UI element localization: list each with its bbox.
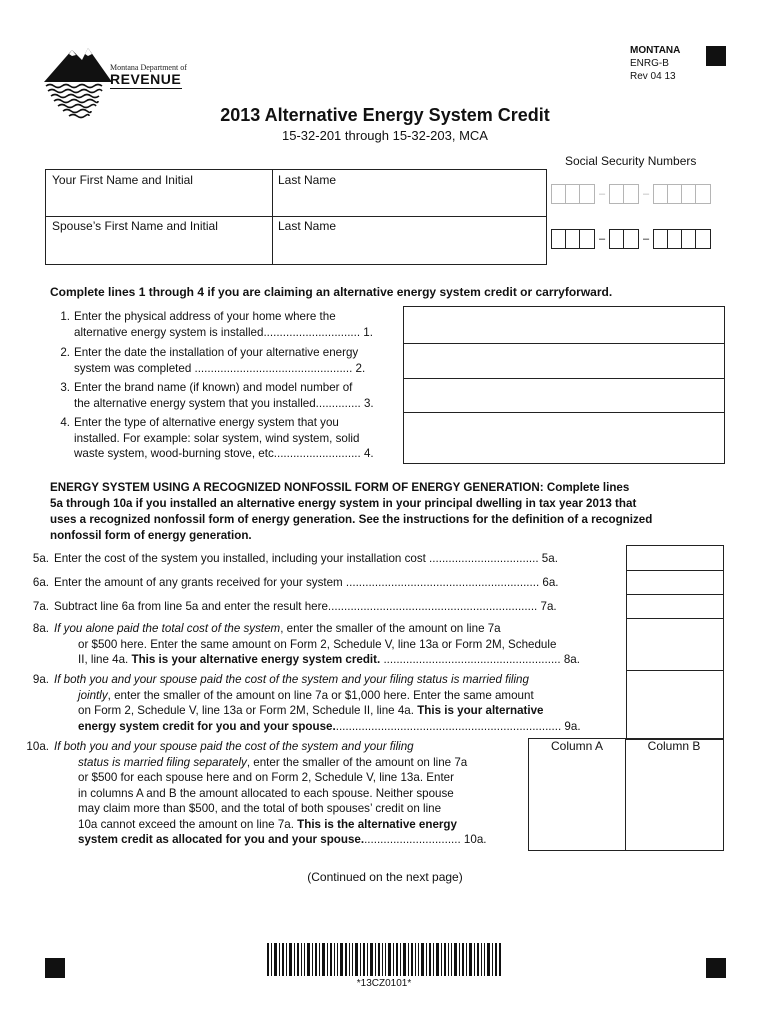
department-label: Montana Department of — [110, 63, 187, 72]
line-9a-amount-field[interactable] — [628, 671, 720, 736]
section1-instruction: Complete lines 1 through 4 if you are claiming an alternative energy system credit or carryforward. — [50, 285, 613, 299]
first-name-label: Your First Name and Initial — [52, 173, 193, 187]
registration-mark-bottom-left — [45, 958, 65, 978]
name-table — [45, 169, 547, 265]
barcode-image — [267, 943, 501, 976]
line-5a-amount-field[interactable] — [628, 547, 720, 568]
registration-mark-bottom-right — [706, 958, 726, 978]
form-subtitle: 15-32-201 through 15-32-203, MCA — [282, 128, 488, 143]
line-4-system-type-field[interactable] — [405, 413, 721, 461]
agency-name: REVENUE — [110, 71, 182, 87]
first-name-field[interactable] — [52, 192, 264, 210]
line-10a-column-a-field[interactable] — [530, 756, 622, 847]
form-title: 2013 Alternative Energy System Credit — [220, 105, 550, 125]
line-10a-column-b-field[interactable] — [627, 756, 720, 847]
section2-heading: ENERGY SYSTEM USING A RECOGNIZED NONFOSSIL FORM OF ENERGY GENERATION: Complete lines 5a through 10a if you installed an alternative energy system in your principal dwelling in tax year 2013 that uses a recognized nonfossil form of energy generation. See the instructions for the definition of a recognized nonfossil form of energy generation. — [50, 481, 653, 542]
revision-label: Rev 04 13 — [630, 71, 676, 82]
logo-rule — [110, 88, 182, 89]
line-2-date-field[interactable] — [405, 344, 721, 377]
form-identifier — [630, 44, 680, 83]
name-table-divider — [46, 216, 546, 217]
spouse-first-name-field[interactable] — [52, 238, 264, 256]
barcode-text: *13CZ0101* — [356, 978, 412, 989]
taxpayer-ssn-field[interactable]: – – — [551, 184, 711, 204]
spouse-ssn-field[interactable]: – – — [551, 229, 711, 249]
state-label: MONTANA — [630, 45, 681, 56]
column-a-header: Column A — [550, 739, 604, 753]
ssn-label: Social Security Numbers — [565, 154, 697, 168]
column-b-header: Column B — [647, 739, 701, 753]
spouse-last-name-field[interactable] — [278, 238, 538, 256]
continued-note: (Continued on the next page) — [307, 870, 463, 884]
registration-mark-top-right — [706, 46, 726, 66]
form-code: ENRG-B — [630, 58, 669, 69]
last-name-label: Last Name — [278, 173, 337, 187]
name-table-column-divider — [272, 170, 273, 264]
spouse-first-name-label: Spouse’s First Name and Initial — [52, 219, 218, 233]
line-8a-amount-field[interactable] — [628, 619, 720, 668]
spouse-last-name-label: Last Name — [278, 219, 337, 233]
last-name-field[interactable] — [278, 192, 538, 210]
line-3-brand-model-field[interactable] — [405, 379, 721, 411]
line-1-address-field[interactable] — [405, 308, 721, 341]
line-7a-amount-field[interactable] — [628, 595, 720, 616]
line-6a-amount-field[interactable] — [628, 571, 720, 592]
